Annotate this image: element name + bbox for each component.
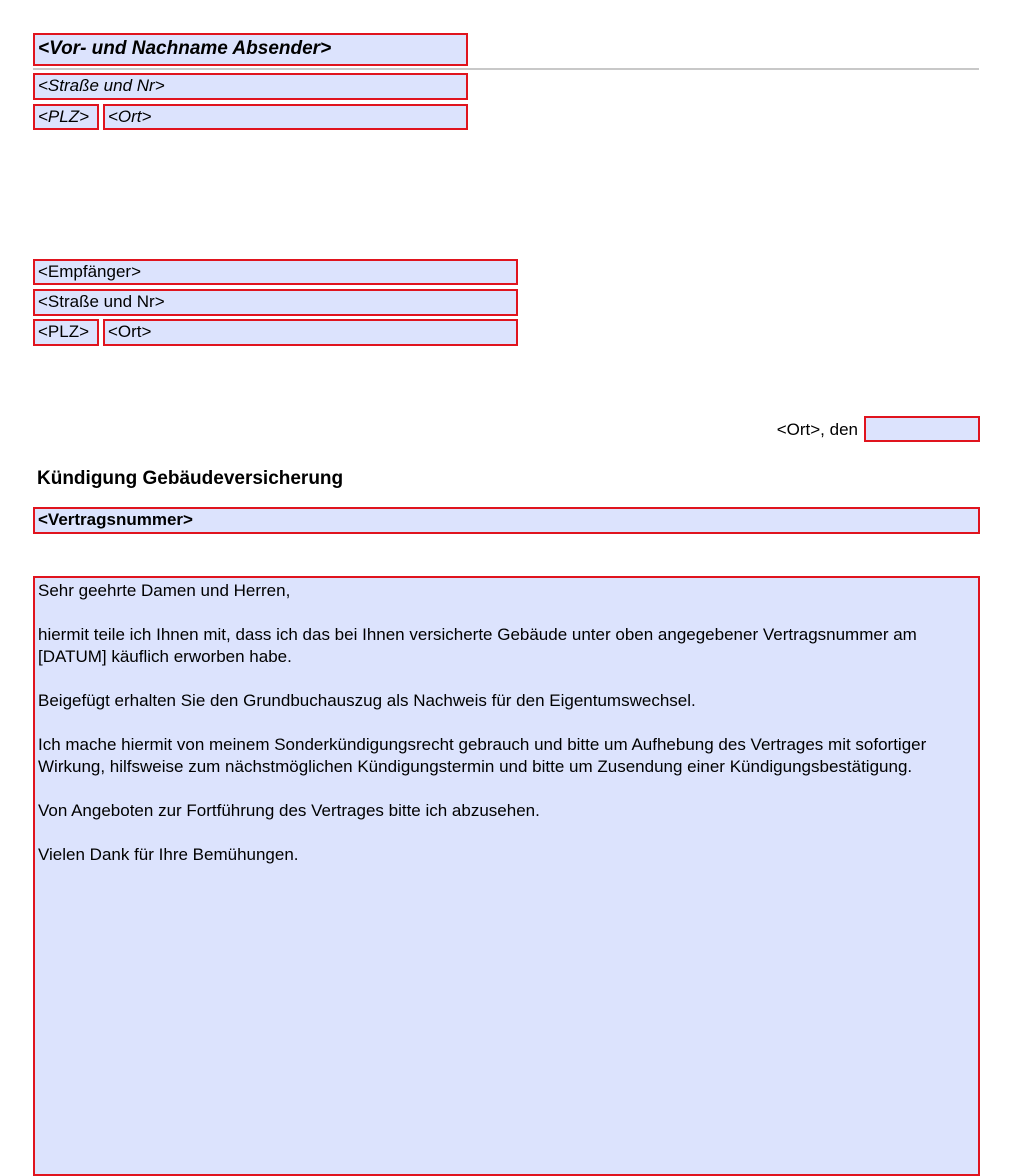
- body-paragraph: Vielen Dank für Ihre Bemühungen.: [38, 845, 299, 864]
- recipient-zip-field[interactable]: <PLZ>: [33, 319, 99, 346]
- sender-name-field[interactable]: <Vor- und Nachname Absender>: [33, 33, 468, 66]
- recipient-name-field[interactable]: <Empfänger>: [33, 259, 518, 285]
- date-label: <Ort>, den: [776, 420, 858, 439]
- sender-street-field[interactable]: <Straße und Nr>: [33, 73, 468, 100]
- body-paragraph: hiermit teile ich Ihnen mit, dass ich das bei Ihnen versicherte Gebäude unter oben angegebener Vertragsnummer am [DATUM] käuflich erworben habe.: [38, 625, 917, 666]
- body-paragraph: Beigefügt erhalten Sie den Grundbuchauszug als Nachweis für den Eigentumswechsel.: [38, 691, 696, 710]
- contract-number-field[interactable]: <Vertragsnummer>: [33, 507, 980, 534]
- sender-zip-field[interactable]: <PLZ>: [33, 104, 99, 130]
- salutation: Sehr geehrte Damen und Herren,: [38, 581, 291, 600]
- sender-city-field[interactable]: <Ort>: [103, 104, 468, 130]
- recipient-street-field[interactable]: <Straße und Nr>: [33, 289, 518, 316]
- body-paragraph: Ich mache hiermit von meinem Sonderkündigungsrecht gebrauch und bitte um Aufhebung des Vertrages mit sofortiger Wirkung, hilfsweise zum nächstmöglichen Kündigungstermin und bitte um Zusendung einer Kündigungsbestätigung.: [38, 735, 927, 776]
- sender-divider: [33, 68, 979, 70]
- recipient-city-field[interactable]: <Ort>: [103, 319, 518, 346]
- letter-body-field[interactable]: [33, 576, 980, 1176]
- body-paragraph: Von Angeboten zur Fortführung des Vertrages bitte ich abzusehen.: [38, 801, 540, 820]
- subject-heading: Kündigung Gebäudeversicherung: [37, 468, 344, 489]
- date-field[interactable]: [864, 416, 980, 442]
